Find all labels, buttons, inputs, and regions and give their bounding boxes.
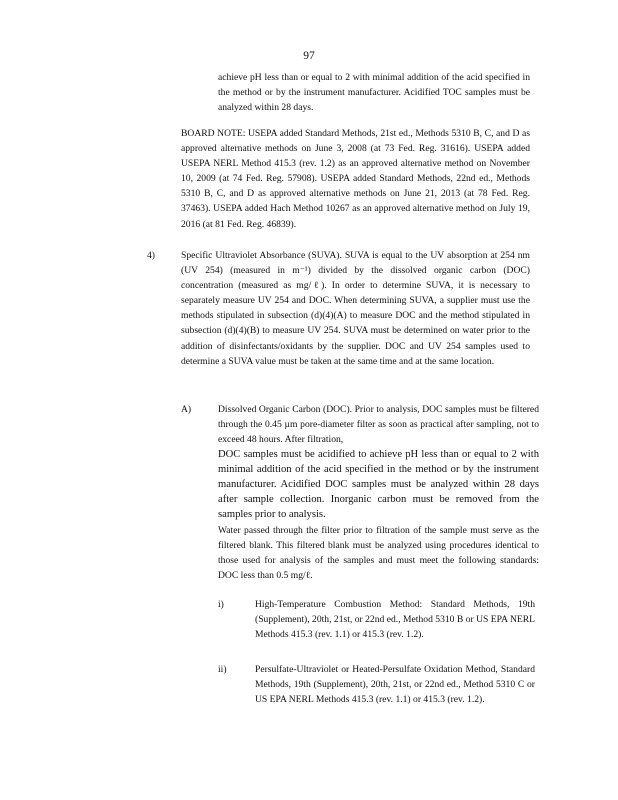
item-a-text-2: DOC samples must be acidified to achieve pH less than or equal to 2 with minimal addition of the acid specified in the method or by the instrument manufacturer. Acidified DOC samples must be analyzed within 28 days after sample collection. Inorganic carbon must be removed from the samples prior to analysis. — [218, 449, 539, 521]
subitem-ii-text: Persulfate-Ultraviolet or Heated-Persulfate Oxidation Method, Standard Methods, 19th (Supplement), 20th, 21st, or 22nd ed., Method 5310 C or US EPA NERL Methods 415.3 (rev. 1.1) or 415.3 (rev. 1.2). — [255, 664, 535, 706]
intro-paragraph: achieve pH less than or equal to 2 with minimal addition of the acid specified in the method or by the instrument manufacturer. Acidified TOC samples must be analyzed within 28 days. — [218, 72, 530, 114]
subitem-i-label: i) — [218, 599, 224, 610]
item-4-label: 4) — [147, 250, 155, 261]
board-note: BOARD NOTE: USEPA added Standard Methods, 21st ed., Methods 5310 B, C, and D as approved alternative methods on June 3, 2008 (at 73 Fed. Reg. 31616). USEPA added USEPA NERL Method 415.3 (rev. 1.2) as an approved alternative method on November 10, 2009 (at 74 Fed. Reg. 57908). USEPA added Standard Methods, 22nd ed., Methods 5310 B, C, and D as approved alternative methods on June 21, 2013 (at 78 Fed. Reg. 37463). USEPA added Hach Method 10267 as an approved alternative method on July 19, 2016 (at 81 Fed. Reg. 46839). — [181, 128, 530, 230]
item-a-label: A) — [181, 404, 192, 415]
item-4-text: Specific Ultraviolet Absorbance (SUVA). SUVA is equal to the UV absorption at 254 nm (UV 254) (measured in m⁻¹) divided by the dissolved organic carbon (DOC) concentration (measured as mg/ℓ). In order to determine SUVA, it is necessary to separately measure UV 254 and DOC. When determining SUVA, a supplier must use the methods stipulated in subsection (d)(4)(A) to measure DOC and the method stipulated in subsection (d)(4)(B) to measure UV 254. SUVA must be determined on water prior to the addition of disinfectants/oxidants by the supplier. DOC and UV 254 samples used to determine a SUVA value must be taken at the same time and at the same location. — [181, 250, 530, 367]
item-a-text-3: Water passed through the filter prior to filtration of the sample must serve as the filtered blank. This filtered blank must be analyzed using procedures identical to those used for analysis of the samples and must meet the following standards: DOC less than 0.5 mg/ℓ. — [218, 525, 539, 582]
item-a-text-1: Dissolved Organic Carbon (DOC). Prior to analysis, DOC samples must be filtered through the 0.45 µm pore-diameter filter as soon as practical after sampling, not to exceed 48 hours. After filtration, — [218, 404, 539, 446]
subitem-i-text: High-Temperature Combustion Method: Standard Methods, 19th (Supplement), 20th, 21st, or 22nd ed., Method 5310 B or US EPA NERL Methods 415.3 (rev. 1.1) or 415.3 (rev. 1.2). — [255, 599, 535, 641]
page-number: 97 — [303, 50, 315, 62]
subitem-ii-label: ii) — [218, 664, 227, 675]
